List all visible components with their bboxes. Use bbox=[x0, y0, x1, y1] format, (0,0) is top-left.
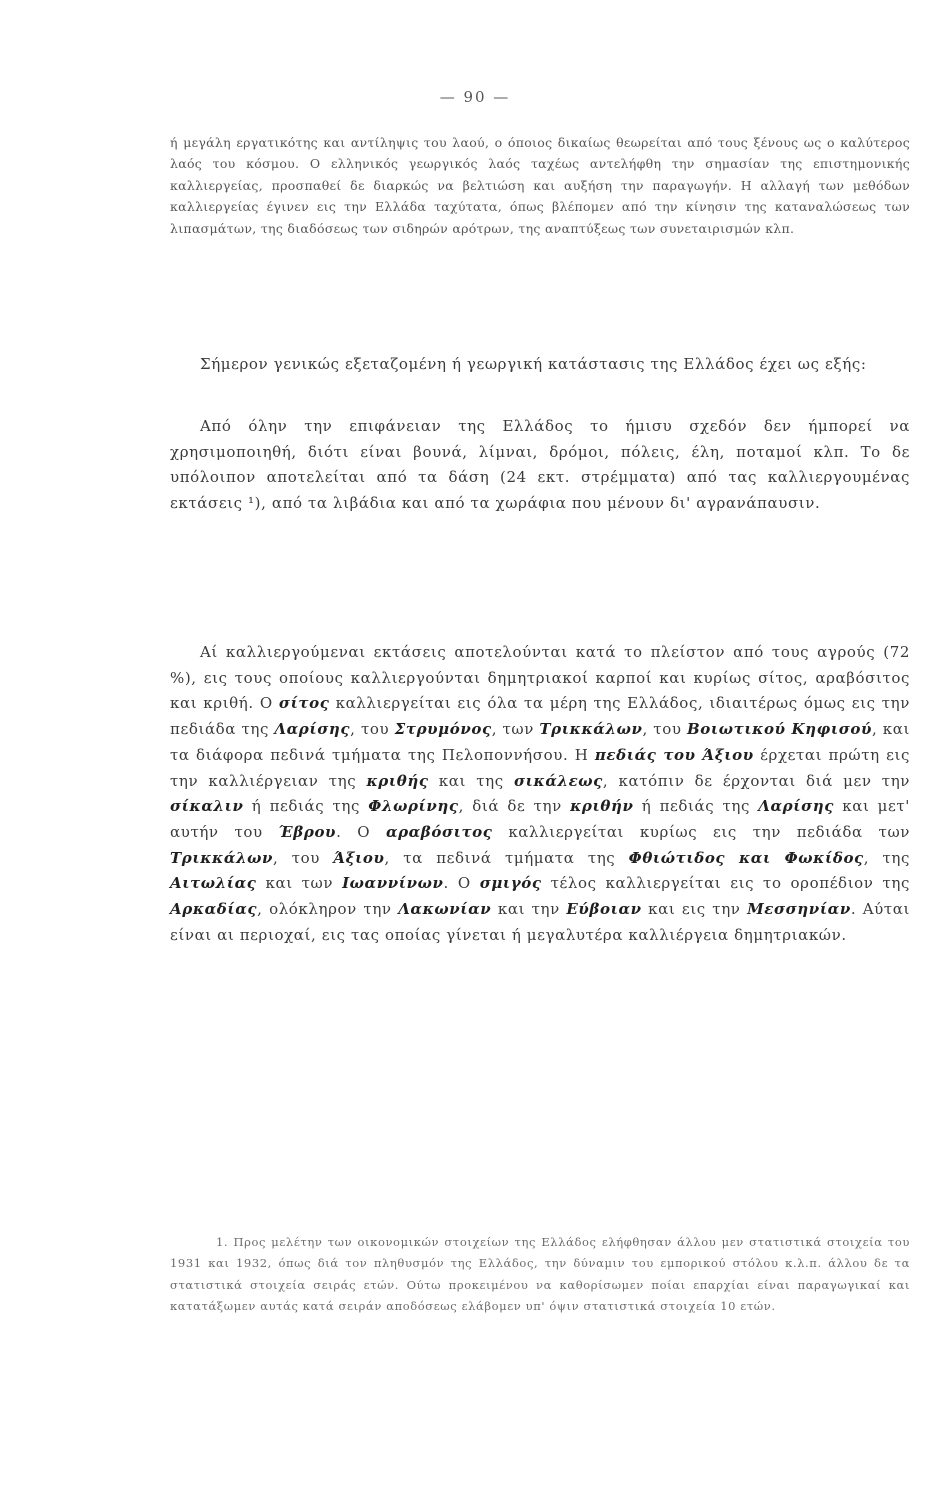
para4-text: ή πεδιάς της bbox=[633, 797, 759, 816]
emph-arcadia: Αρκαδίας bbox=[170, 900, 258, 919]
para4-text: , και τα διάφορα πεδινά τμήματα της Πελοποννήσου. Η bbox=[170, 720, 910, 764]
paragraph-4 bbox=[170, 640, 910, 948]
para4-text: , των bbox=[491, 720, 540, 739]
footnote-text: 1. Προς μελέτην των οικονομικών στοιχείων της Ελλάδος ελήφθησαν άλλου μεν στατιστικά στοιχεία του 1931 και 1932, όπως διά τον πληθυσμόν της Ελλάδος, την δύναμιν του εμπορικού στόλου κ.λ.π. άλλου δε τα στατιστικά στοιχεία σειράς ετών. Ούτω προκειμένου να καθορίσωμεν ποίαι επαρχίαι είναι παραγωγικαί και κατατάξωμεν αυτάς κατά σειράν αποδόσεως ελάβομεν υπ' όψιν στατιστικά στοιχεία 10 ετών. bbox=[170, 1235, 910, 1314]
para4-text: , ολόκληρον την bbox=[257, 900, 399, 919]
para4-text: , κατόπιν δε έρχονται διά μεν την bbox=[602, 771, 910, 790]
paragraph-3 bbox=[170, 414, 910, 516]
intro-paragraph: ή μεγάλη εργατικότης και αντίληψις του λαού, ο όποιος δικαίως θεωρείται από τους ξένους ως ο καλύτερος λαός του κόσμου. Ο ελληνικός γεωργικός λαός ταχέως αντελήφθη την σημασίαν της επιστημονικής καλλιεργείας, προσπαθεί δε διαρκώς να βελτιώση και αυξήση την παραγωγήν. Η αλλαγή των μεθόδων καλλιεργείας έγινεν εις την Ελλάδα ταχύτατα, όπως βλέπομεν από την κίνησιν της καταναλώσεως των λιπασμάτων, της διαδόσεως των σιδηρών αρότρων, της αναπτύξεως των συνεταιρισμών κλπ. bbox=[170, 135, 910, 236]
para4-text: . Αύται είναι αι περιοχαί, εις τας οποίας γίνεται ή μεγαλυτέρα καλλιέργεια δημητριακών. bbox=[170, 900, 911, 944]
footnote bbox=[170, 1232, 910, 1318]
emph-fthiotida-fokida: Φθιώτιδος και Φωκίδος bbox=[628, 848, 864, 867]
para4-text: . Ο bbox=[443, 874, 480, 893]
emph-barley-acc: κριθήν bbox=[570, 797, 634, 816]
emph-larisa: Λαρίσης bbox=[274, 720, 351, 739]
page-number: — 90 — bbox=[439, 88, 511, 106]
para4-text: . Ο bbox=[336, 822, 386, 841]
para4-text: , του bbox=[350, 720, 395, 739]
para4-text: , του bbox=[273, 848, 334, 867]
para4-text: και εις την bbox=[641, 900, 748, 919]
para4-text: καλλιεργείται κυρίως εις την πεδιάδα των bbox=[492, 822, 910, 841]
emph-trikala: Τρικκάλων bbox=[539, 720, 643, 739]
para4-text: και της bbox=[428, 771, 514, 790]
emph-barley: κριθής bbox=[366, 771, 429, 790]
paragraph-2 bbox=[170, 352, 910, 377]
para4-text: και των bbox=[256, 874, 343, 893]
emph-ioannina: Ιωαννίνων bbox=[342, 874, 444, 893]
para4-text: , διά δε την bbox=[458, 797, 571, 816]
emph-trikala-2: Τρικκάλων bbox=[170, 848, 274, 867]
para4-text: τέλος καλλιεργείται εις το οροπέδιον της bbox=[541, 874, 910, 893]
emph-kifisos: Βοιωτικού Κηφισού bbox=[687, 720, 872, 739]
para4-text: , του bbox=[642, 720, 687, 739]
para4-text: Αί καλλιεργούμεναι εκτάσεις αποτελούνται κατά το πλείστον από τους αγρούς (72 %), εις τους οποίους καλλιεργούνται δημητριακοί καρποί και κυρίως σίτος, αραβόσιτος και κριθή. Ο bbox=[170, 643, 910, 713]
para4-text: , τα πεδινά τμήματα της bbox=[384, 848, 629, 867]
emph-maslin: σμιγός bbox=[479, 874, 542, 893]
para4-text: έρχεται πρώτη εις την καλλιέργειαν της bbox=[170, 745, 910, 790]
emph-axios: Άξιου bbox=[333, 848, 385, 867]
emph-wheat: σίτος bbox=[278, 694, 330, 713]
emph-florina: Φλωρίνης bbox=[368, 797, 459, 816]
emph-messinia: Μεσσηνίαν bbox=[747, 900, 851, 919]
para4-text: καλλιεργείται εις όλα τα μέρη της Ελλάδος, ιδιαιτέρως όμως εις την πεδιάδα της bbox=[170, 694, 910, 739]
emph-euboea: Εύβοιαν bbox=[566, 900, 642, 919]
para4-text: και μετ' αυτήν του bbox=[170, 797, 911, 841]
para4-text: και την bbox=[491, 900, 567, 919]
emph-evros: Έβρου bbox=[278, 822, 337, 841]
emph-rye: σικάλεως bbox=[513, 771, 603, 790]
emph-strymon: Στρυμόνος bbox=[394, 720, 492, 739]
emph-aitolia: Αιτωλίας bbox=[170, 874, 257, 893]
emph-axios-plain: πεδιάς του Άξιου bbox=[594, 745, 754, 764]
para4-text: ή πεδιάς της bbox=[243, 797, 369, 816]
emph-laconia: Λακωνίαν bbox=[398, 900, 492, 919]
para4-text: , της bbox=[863, 848, 910, 867]
paragraph-2-text: Σήμερον γενικώς εξεταζομένη ή γεωργική κατάστασις της Ελλάδος έχει ως εξής: bbox=[200, 355, 867, 373]
emph-maize: αραβόσιτος bbox=[385, 822, 493, 841]
paragraph-3-text: Από όλην την επιφάνειαν της Ελλάδος το ήμισυ σχεδόν δεν ήμπορεί να χρησιμοποιηθή, διότι είναι βουνά, λίμναι, δρόμοι, πόλεις, έλη, ποταμοί κλπ. Το δε υπόλοιπον αποτελείται από τα δάση (24 εκτ. στρέμματα) από τας καλλιεργουμένας εκτάσεις ¹), από τα λιβάδια και από τα χωράφια που μένουν δι' αγρανάπαυσιν. bbox=[170, 417, 910, 512]
emph-larisa-2: Λαρίσης bbox=[758, 797, 834, 816]
emph-rye-acc: σίκαλιν bbox=[170, 797, 244, 816]
